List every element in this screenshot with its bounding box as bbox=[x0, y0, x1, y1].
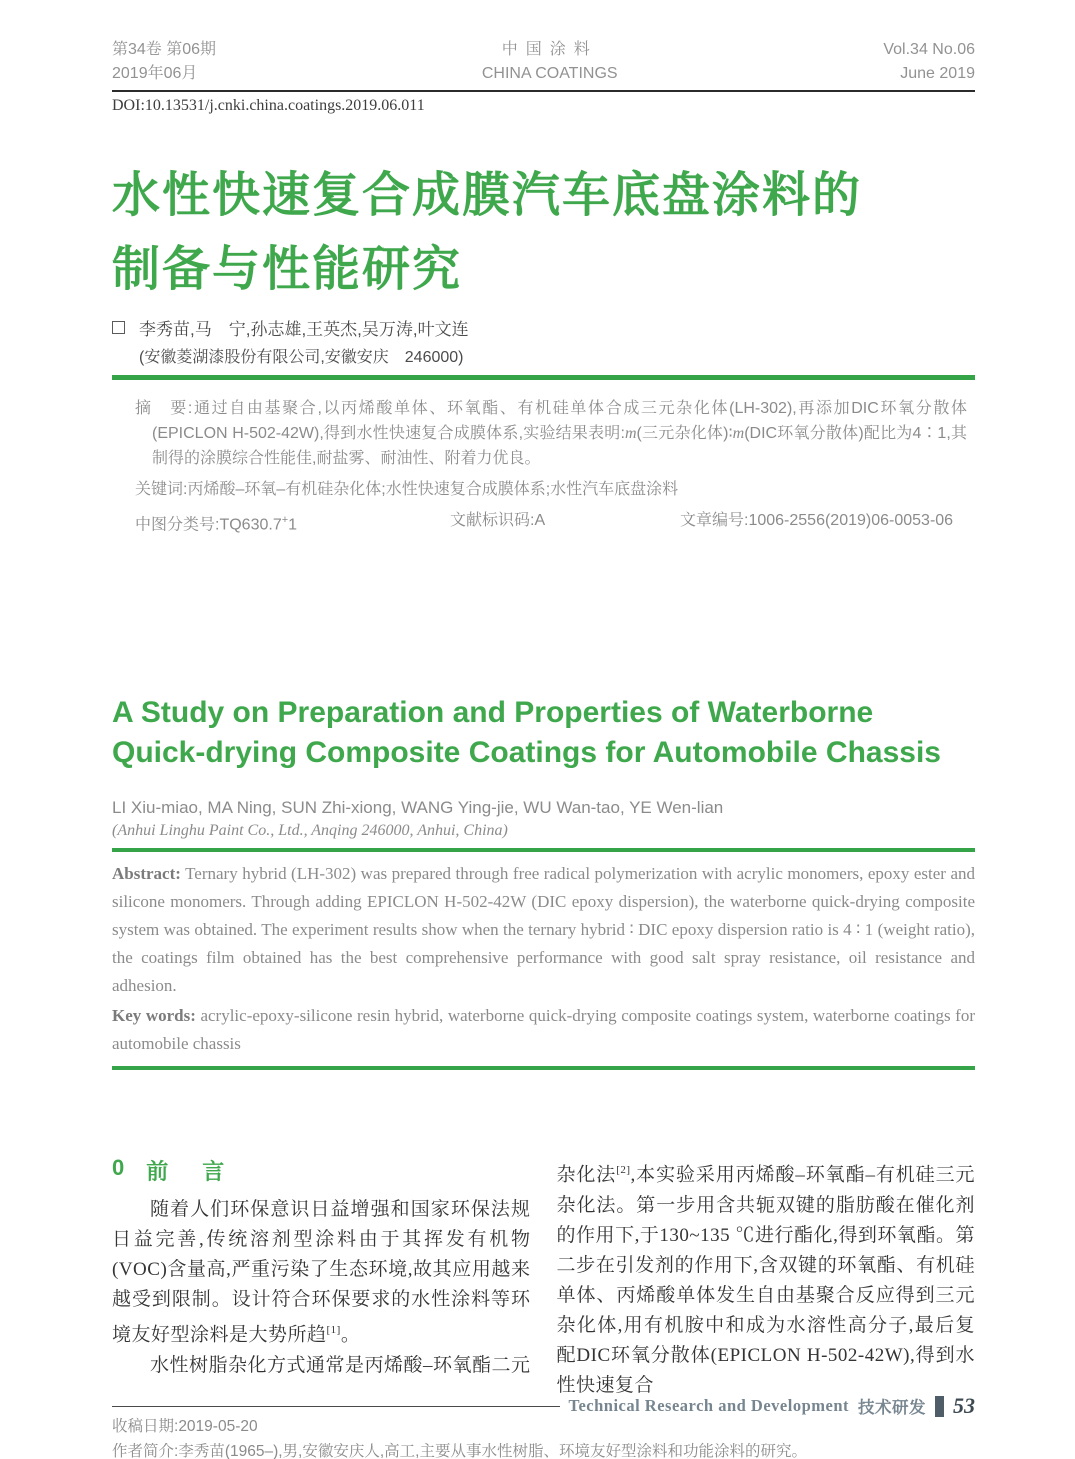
received-date-line: 收稿日期:2019-05-20 bbox=[112, 1418, 258, 1436]
article-title-en bbox=[112, 693, 975, 773]
header-left bbox=[112, 38, 216, 86]
authors-cn: 李秀苗,马 宁,孙志雄,王英杰,吴万涛,叶文连 bbox=[139, 320, 469, 339]
abstract-cn bbox=[112, 396, 975, 471]
keywords-en-label: Key words: bbox=[112, 1006, 196, 1026]
abstract-cn-seg1: 通过自由基聚合,以丙烯酸单体、环氧酯、有机硅单体合成三元杂化体(LH-302),再添加DIC环氧分散体(EPICLON H-502-42W),得到水性快速复合成膜体系,实验结果表明: bbox=[152, 400, 967, 442]
volume-issue-en: Vol.34 No.06 bbox=[883, 41, 975, 58]
affiliation-cn: (安徽菱湖漆股份有限公司,安徽安庆 246000) bbox=[139, 349, 464, 366]
abstract-cn-label: 摘 要: bbox=[135, 400, 193, 417]
abstract-cn-seg3: (DIC环氧分散体)配比为4∶1,其制得的涂膜综合性能佳,耐盐雾、耐油性、附着力优良。 bbox=[152, 425, 967, 467]
page-number: 53 bbox=[953, 1393, 975, 1418]
paragraph-intro-1: 随着人们环保意识日益增强和国家环保法规日益完善,传统溶剂型涂料由于其挥发有机物(VOC)含量高,严重污染了生态环境,故其应用越来越受到限制。设计符合环保要求的水性涂料等环境友好型涂料是大势所趋[1]。 bbox=[112, 1199, 531, 1346]
date-en: June 2019 bbox=[900, 65, 975, 82]
document-code: 文献标识码:A bbox=[450, 512, 546, 529]
body-columns bbox=[112, 1155, 975, 1400]
header-center bbox=[482, 38, 618, 86]
abstract-en-label: Abstract: bbox=[112, 864, 181, 884]
author-square-icon bbox=[112, 321, 125, 334]
date-cn: 2019年06月 bbox=[112, 65, 198, 82]
authors-cn-row bbox=[112, 315, 975, 340]
footnote-block bbox=[112, 1414, 975, 1459]
keywords-en bbox=[112, 1002, 975, 1058]
abstract-cn-seg2: (三元杂化体)∶ bbox=[636, 425, 733, 442]
clc-number: 中图分类号:TQ630.7+1 bbox=[135, 514, 298, 534]
abstract-en-text: Ternary hybrid (LH-302) was prepared through free radical polymerization with acrylic monomers, epoxy ester and silicone monomers. Through adding EPICLON H-502-42W (DIC epoxy dispersion), the waterborne quick-drying composite system was obtained. The experiment results show when the ternary hybrid ∶ DIC epoxy dispersion ratio is 4 ∶ 1 (weight ratio), the coatings film obtained has the best comprehensive performance with good salt spray resistance, oil resistance and adhesion. bbox=[112, 864, 975, 996]
page-footer bbox=[568, 1393, 975, 1419]
header-right bbox=[883, 38, 975, 86]
journal-running-head bbox=[112, 38, 975, 86]
body-column-right bbox=[557, 1155, 976, 1400]
header-divider bbox=[112, 90, 975, 92]
section-0-number: 0 bbox=[112, 1155, 131, 1181]
article-id: 文章编号:1006-2556(2019)06-0053-06 bbox=[680, 512, 954, 529]
paragraph-intro-3: 杂化法[2],本实验采用丙烯酸–环氧酯–有机硅三元杂化法。第一步用含共轭双键的脂肪酸在催化剂的作用下,于130~135 ℃进行酯化,得到环氧酯。第二步在引发剂的作用下,含双键的环氧酯、有机硅单体、丙烯酸单体发生自由基聚合反应得到三元杂化体,用有机胺中和成为水溶性高分子,最后复配DIC环氧分散体(EPICLON H-502-42W),得到水性快速复合 bbox=[556, 1164, 975, 1396]
section-0-title: 前 言 bbox=[146, 1159, 231, 1185]
author-bio-line: 作者简介:李秀苗(1965–),男,安徽安庆人,高工,主要从事水性树脂、环境友好型涂料和功能涂料的研究。 bbox=[112, 1443, 807, 1459]
citation-2: [2] bbox=[616, 1164, 631, 1177]
paragraph-intro-2: 水性树脂杂化方式通常是丙烯酸–环氧酯二元 bbox=[150, 1354, 531, 1376]
abstract-cn-m1: m bbox=[624, 425, 637, 442]
authors-en: LI Xiu-miao, MA Ning, SUN Zhi-xiong, WANG Ying-jie, WU Wan-tao, YE Wen-lian bbox=[112, 798, 724, 818]
keywords-cn-label: 关键词: bbox=[135, 481, 188, 498]
title-cn-line1: 水性快速复合成膜汽车底盘涂料的 bbox=[112, 169, 863, 222]
volume-issue-cn: 第34卷 第06期 bbox=[112, 41, 217, 58]
green-divider-abstract-top bbox=[112, 848, 975, 852]
green-divider-abstract-bottom bbox=[112, 1066, 975, 1070]
affiliation-en: (Anhui Linghu Paint Co., Ltd., Anqing 246000, Anhui, China) bbox=[112, 822, 508, 840]
keywords-en-text: acrylic-epoxy-silicone resin hybrid, waterborne quick-drying composite coatings system, waterborne coatings for automobile chassis bbox=[112, 1006, 975, 1054]
article-title-cn bbox=[112, 159, 975, 307]
title-en-line2: Quick-drying Composite Coatings for Automobile Chassis bbox=[112, 736, 941, 770]
doi-line: DOI:10.13531/j.cnki.china.coatings.2019.06.011 bbox=[112, 97, 425, 114]
journal-name-en: CHINA COATINGS bbox=[481, 65, 618, 82]
keywords-cn-text: 丙烯酸–环氧–有机硅杂化体;水性快速复合成膜体系;水性汽车底盘涂料 bbox=[187, 481, 679, 498]
title-cn-line2: 制备与性能研究 bbox=[112, 243, 463, 296]
title-en-line1: A Study on Preparation and Properties of Waterborne bbox=[112, 696, 874, 730]
footer-bar-icon bbox=[935, 1396, 944, 1417]
clc-superscript: + bbox=[281, 514, 289, 526]
footer-section-cn: 技术研发 bbox=[858, 1398, 926, 1417]
footer-section-en: Technical Research and Development bbox=[568, 1396, 849, 1415]
journal-name-cn: 中国涂料 bbox=[501, 41, 598, 58]
green-divider-top bbox=[112, 375, 975, 380]
section-0-heading bbox=[112, 1155, 531, 1186]
classification-row bbox=[112, 510, 975, 535]
abstract-en bbox=[112, 860, 975, 1000]
keywords-cn bbox=[112, 479, 975, 500]
abstract-cn-m2: m bbox=[732, 425, 745, 442]
body-column-left bbox=[112, 1155, 531, 1400]
footnote-divider bbox=[112, 1406, 560, 1408]
citation-1: [1] bbox=[326, 1324, 341, 1337]
